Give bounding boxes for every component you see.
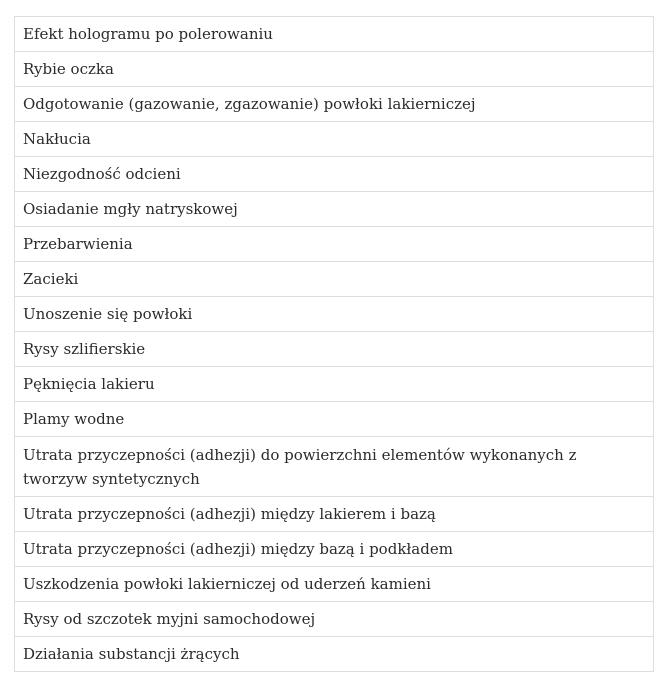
list-item[interactable]: Utrata przyczepności (adhezji) między lakierem i bazą (15, 497, 653, 532)
list-item[interactable]: Osiadanie mgły natryskowej (15, 192, 653, 227)
list-item[interactable]: Przebarwienia (15, 227, 653, 262)
list-item[interactable]: Pęknięcia lakieru (15, 367, 653, 402)
list-item[interactable]: Rysy od szczotek myjni samochodowej (15, 602, 653, 637)
list-item[interactable]: Utrata przyczepności (adhezji) między bazą i podkładem (15, 532, 653, 567)
defect-list (14, 16, 654, 672)
list-item[interactable]: Efekt hologramu po polerowaniu (15, 17, 653, 52)
list-item[interactable]: Rybie oczka (15, 52, 653, 87)
list-item[interactable]: Zacieki (15, 262, 653, 297)
list-item[interactable]: Rysy szlifierskie (15, 332, 653, 367)
list-item[interactable]: Niezgodność odcieni (15, 157, 653, 192)
list-item[interactable]: Unoszenie się powłoki (15, 297, 653, 332)
list-item[interactable]: Uszkodzenia powłoki lakierniczej od uderzeń kamieni (15, 567, 653, 602)
list-item[interactable]: Nakłucia (15, 122, 653, 157)
list-item[interactable]: Utrata przyczepności (adhezji) do powierzchni elementów wykonanych z tworzyw syntetycznych (15, 437, 653, 497)
list-item[interactable]: Działania substancji żrących (15, 637, 653, 672)
list-item[interactable]: Plamy wodne (15, 402, 653, 437)
list-item[interactable]: Odgotowanie (gazowanie, zgazowanie) powłoki lakierniczej (15, 87, 653, 122)
